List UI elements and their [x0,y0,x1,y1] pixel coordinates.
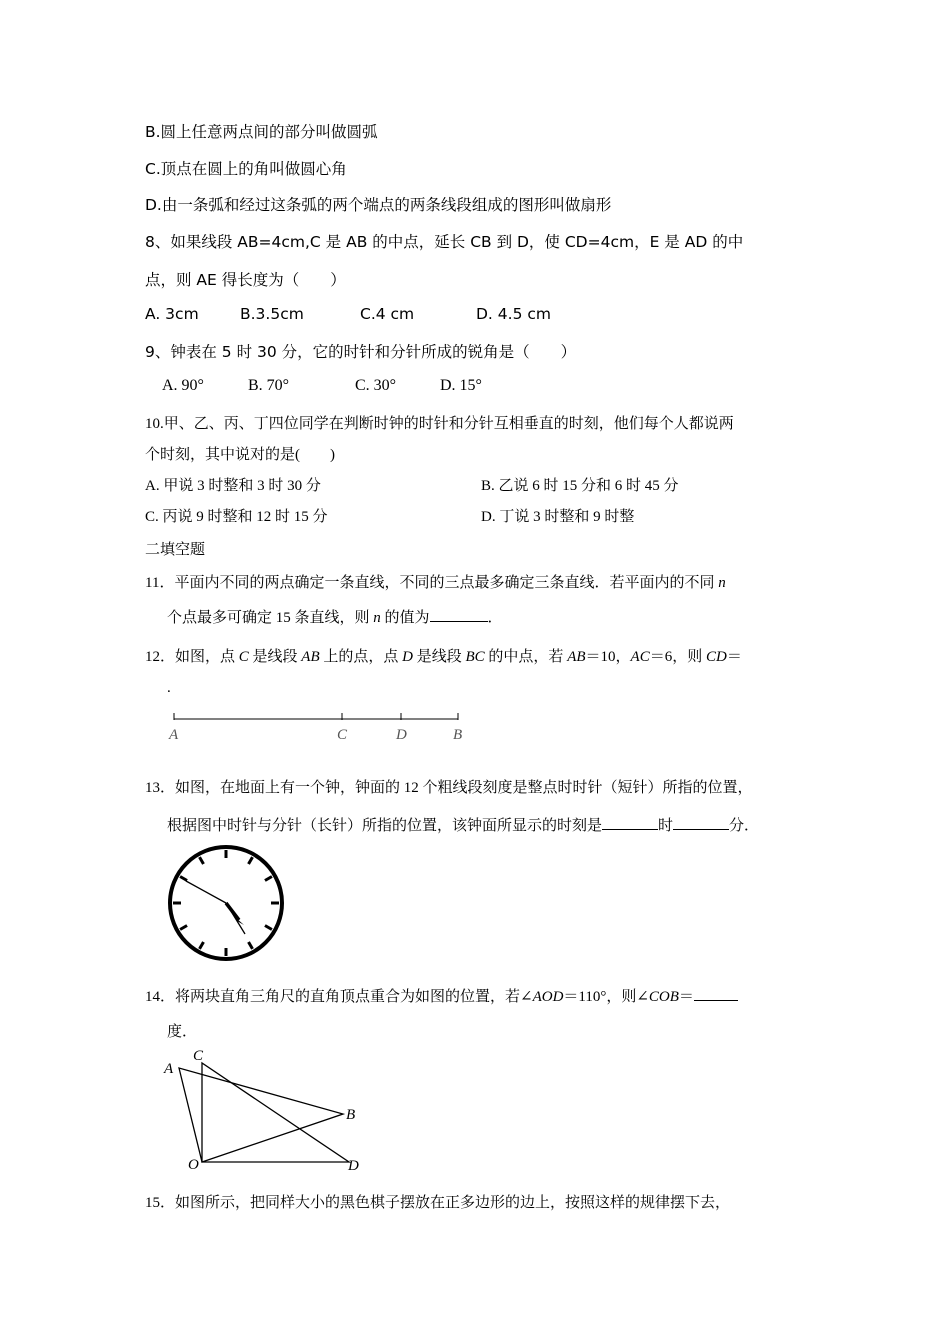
q11-text2a: 个点最多可确定 15 条直线，则 [167,610,374,626]
q11-line2 [167,606,503,627]
section-title: 二填空题 [145,542,206,558]
clock-hour-tick [249,942,253,949]
q8-option-c: C.4 cm [360,305,415,323]
q13-line2 [167,814,759,835]
q10-stem-line1: 10.甲、乙、丙、丁四位同学在判断时钟的时针和分针互相垂直的时刻，他们每个人都说两 [145,416,734,432]
q14-t1: 14．将两块直角三角尺的直角顶点重合为如图的位置，若∠ [145,989,533,1005]
q14-triangles-figure [160,1043,370,1175]
q8-option-b: B.3.5cm [240,305,304,323]
clock-hour-tick [200,857,204,864]
q10-option-d: D. 丁说 3 时整和 9 时整 [481,509,635,525]
q7-option-c: C.顶点在圆上的角叫做圆心角 [145,160,347,178]
q12-var-bc: BC [465,649,485,665]
q11-text2b: 的值为 [380,610,430,626]
q14-line1 [145,985,738,1006]
clock-hour-tick [265,926,272,930]
label-d: D [348,1158,359,1174]
q10-option-a: A. 甲说 3 时整和 3 时 30 分 [145,478,321,494]
q11-text2c: ． [487,610,503,626]
clock-hour-hand [226,903,239,920]
q12-var-ac: AC [630,649,650,665]
q11-var-n-2: n [373,610,381,626]
label-a: A [164,1061,174,1077]
label-c: C [337,727,348,743]
q7-option-b: B.圆上任意两点间的部分叫做圆弧 [145,123,378,141]
label-b: B [346,1107,356,1123]
q10-stem-line2: 个时刻，其中说对的是( ) [145,447,335,463]
q12-var-cd: CD [705,649,727,665]
q12-t6: ＝10， [585,649,631,665]
q12-var-ab: AB [301,649,320,665]
q13-minute-blank[interactable] [673,815,729,830]
q13-t1: 根据图中时针与分针（长针）所指的位置，该钟面所显示的时刻是 [167,818,603,834]
q8-option-d: D. 4.5 cm [476,305,551,323]
q13-line1: 13．如图，在地面上有一个钟，钟面的 12 个粗线段刻度是整点时时针（短针）所指的位置， [145,780,753,796]
label-a: A [169,727,179,743]
q9-option-d: D. 15° [440,377,482,394]
q13-hour-blank[interactable] [602,815,658,830]
q10-option-b: B. 乙说 6 时 15 分和 6 时 45 分 [481,478,679,494]
q12-var-ab-2: AB [567,649,586,665]
q12-t5: 的中点，若 [484,649,568,665]
q8-stem-line1: 8、如果线段 AB=4cm,C 是 AB 的中点，延长 CB 到 D，使 CD=4cm，E 是 AD 的中 [145,233,744,251]
q11-var-n: n [718,575,726,591]
q8-option-a: A. 3cm [145,305,199,323]
q15-line1: 15．如图所示，把同样大小的黑色棋子摆放在正多边形的边上，按照这样的规律摆下去， [145,1195,731,1211]
label-o: O [188,1157,199,1173]
q9-option-b: B. 70° [248,377,290,394]
clock-hour-tick [200,942,204,949]
q12-t7: ＝6，则 [649,649,706,665]
q11-answer-blank[interactable] [430,607,488,622]
clock-hour-tick [249,857,253,864]
q10-option-c: C. 丙说 9 时整和 12 时 15 分 [145,509,328,525]
clock-hour-tick [180,926,187,930]
q12-segment-figure [160,708,480,748]
q12-t1: 12．如图，点 [145,649,239,665]
q12-var-c: C [238,649,249,665]
q12-t2: 是线段 [248,649,302,665]
q14-answer-blank[interactable] [694,986,738,1001]
q8-stem-line2: 点，则 AE 得长度为（ ） [145,271,346,289]
label-d: D [396,727,407,743]
q12-var-d: D [402,649,413,665]
q13-t2: 时 [658,818,674,834]
clock-minute-hand [186,881,226,903]
q12-t3: 上的点，点 [319,649,403,665]
q14-t3: ＝ [678,989,694,1005]
q14-var-cob: COB [648,989,679,1005]
q9-option-a: A. 90° [162,377,204,394]
q9-stem: 9、钟表在 5 时 30 分，它的时针和分针所成的锐角是（ ） [145,343,577,361]
q12-t8: ＝ [726,649,742,665]
q14-t2: ＝110°，则∠ [563,989,649,1005]
q14-var-aod: AOD [532,989,564,1005]
q12-line1 [145,645,742,666]
q7-option-d: D.由一条弧和经过这条弧的两个端点的两条线段组成的图形叫做扇形 [145,196,612,214]
clock-hour-tick [265,877,272,881]
clock-hour-tick [180,877,187,881]
q11-line1 [145,571,726,592]
label-c: C [193,1048,204,1064]
q12-t4: 是线段 [412,649,466,665]
triangle-cod [202,1063,349,1162]
q9-option-c: C. 30° [355,377,397,394]
q13-t3: 分． [729,818,760,834]
q12-line2: . [167,680,171,696]
q14-line2: 度． [167,1024,198,1040]
label-b: B [453,727,463,743]
q13-clock-figure [165,843,287,965]
triangle-aob [179,1068,343,1162]
q11-text1: 11．平面内不同的两点确定一条直线，不同的三点最多确定三条直线．若平面内的不同 [145,575,719,591]
